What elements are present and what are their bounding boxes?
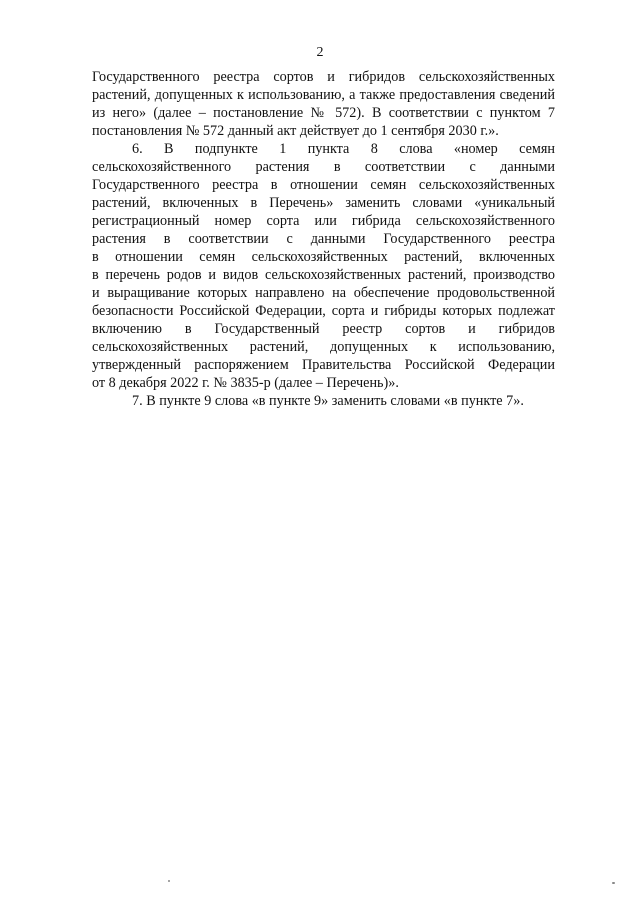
text-line: включению в Государственный реестр сортов и гибридов [92,321,555,337]
text-line: и выращивание которых направлено на обеспечение продовольственной [92,285,555,301]
text-line: сельскохозяйственных растений, допущенных к использованию, [92,339,555,355]
text-line: сельскохозяйственного растения в соответствии с данными [92,159,555,175]
text-line: в отношении семян сельскохозяйственных растений, включенных [92,249,555,265]
text-line: Государственного реестра в отношении семян сельскохозяйственных [92,177,555,193]
text-line: регистрационный номер сорта или гибрида сельскохозяйственного [92,213,555,229]
text-line: растений, допущенных к использованию, а также предоставления сведений [92,87,555,103]
text-line: Государственного реестра сортов и гибридов сельскохозяйственных [92,69,555,85]
scan-speck [168,880,170,882]
text-line: растения в соответствии с данными Государственного реестра [92,231,555,247]
text-line: растений, включенных в Перечень» заменить словами «уникальный [92,195,555,211]
text-line: из него» (далее – постановление № 572). В соответствии с пунктом 7 [92,105,555,121]
text-line: утвержденный распоряжением Правительства Российской Федерации [92,357,555,373]
text-line: 6. В подпункте 1 пункта 8 слова «номер семян [132,141,555,157]
text-line: безопасности Российской Федерации, сорта и гибриды которых подлежат [92,303,555,319]
text-line: в перечень родов и видов сельскохозяйственных растений, производство [92,267,555,283]
text-line: от 8 декабря 2022 г. № 3835-р (далее – Перечень)». [92,375,399,391]
text-line: постановления № 572 данный акт действует до 1 сентября 2030 г.». [92,123,499,139]
page-number: 2 [316,45,324,60]
text-line: 7. В пункте 9 слова «в пункте 9» заменить словами «в пункте 7». [132,393,524,409]
scan-speck [612,882,615,884]
